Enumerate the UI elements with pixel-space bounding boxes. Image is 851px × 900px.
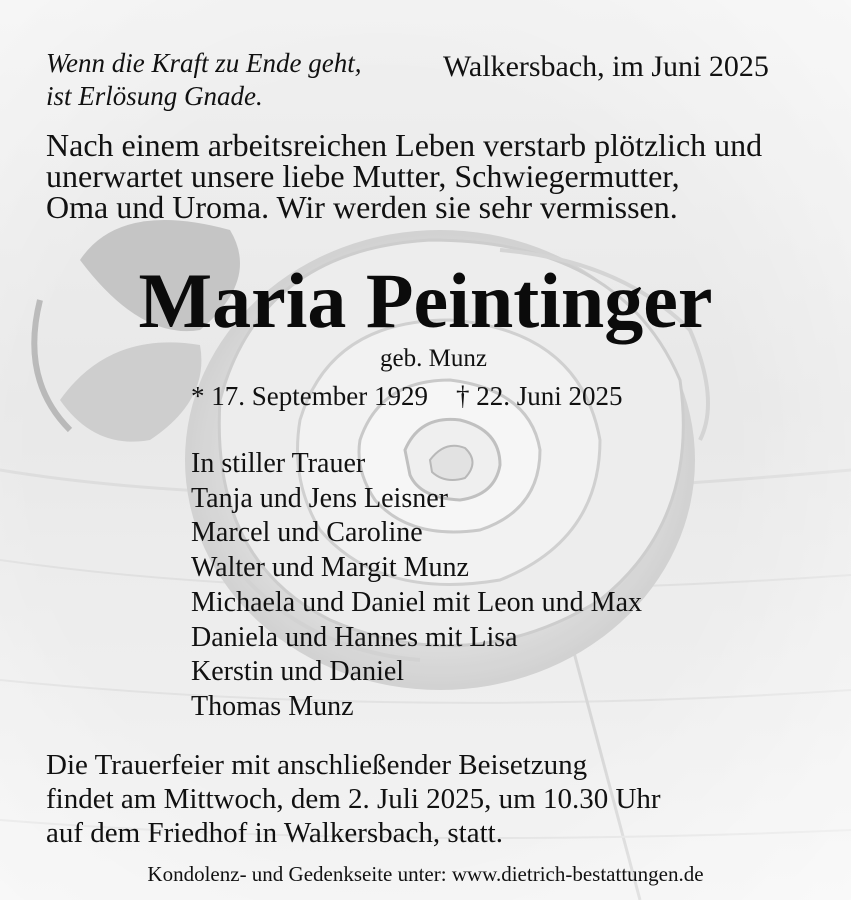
funeral-info: [46, 748, 661, 850]
motto-line: Wenn die Kraft zu Ende geht,: [46, 48, 362, 78]
list-item: Tanja und Jens Leisner: [191, 482, 448, 514]
life-dates: [191, 380, 622, 412]
mourners-list: [191, 447, 642, 725]
intro-text: [46, 127, 763, 225]
list-item: Walter und Margit Munz: [191, 552, 469, 584]
list-item: Kerstin und Daniel: [191, 656, 405, 688]
list-item: In stiller Trauer: [191, 448, 366, 479]
place-date: Walkersbach, im Juni 2025: [443, 50, 769, 83]
motto-line: ist Erlösung Gnade.: [46, 81, 263, 111]
death-date: † 22. Juni 2025: [455, 381, 623, 411]
list-item: Michaela und Daniel mit Leon und Max: [191, 586, 642, 618]
intro-line: Nach einem arbeitsreichen Leben verstarb plötzlich und: [46, 127, 763, 163]
list-item: Daniela und Hannes mit Lisa: [191, 621, 518, 653]
funeral-line: findet am Mittwoch, dem 2. Juli 2025, um 10.30 Uhr: [46, 783, 661, 815]
list-item: Thomas Munz: [191, 690, 354, 722]
motto-quote: [46, 47, 361, 113]
maiden-name: geb. Munz: [380, 345, 487, 372]
birth-date: * 17. September 1929: [191, 381, 428, 411]
funeral-line: Die Trauerfeier mit anschließender Beisetzung: [46, 749, 588, 781]
list-item: Marcel und Caroline: [191, 517, 423, 549]
funeral-line: auf dem Friedhof in Walkersbach, statt.: [46, 817, 503, 849]
deceased-name: Maria Peintinger: [138, 257, 713, 344]
intro-line: unerwartet unsere liebe Mutter, Schwiegermutter,: [46, 158, 680, 194]
intro-line: Oma und Uroma. Wir werden sie sehr vermissen.: [46, 189, 678, 225]
condolence-footer: Kondolenz- und Gedenkseite unter: www.dietrich-bestattungen.de: [147, 862, 704, 886]
